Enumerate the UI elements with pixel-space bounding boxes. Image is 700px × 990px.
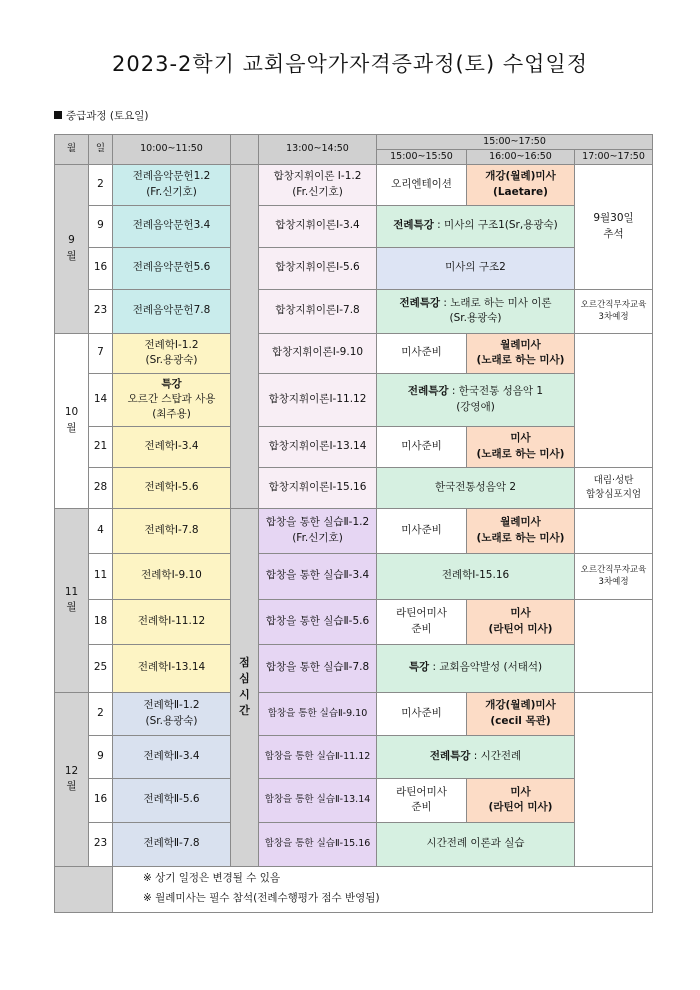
- note-organ-training: 오르간직무자교육 3차예정: [575, 553, 653, 599]
- table-row: [55, 553, 653, 599]
- pm-class: 합창지휘이론Ⅰ-7.8: [259, 289, 377, 333]
- late-class-2: 월례미사 (노래로 하는 미사): [467, 333, 575, 373]
- am-class: 전례학Ⅰ-11.12: [113, 599, 231, 644]
- late-class-1: 미사준비: [377, 692, 467, 735]
- table-row: [55, 373, 653, 426]
- pm-class: 합창을 통한 실습Ⅱ-1.2 (Fr.신기호): [259, 508, 377, 553]
- pm-class: 합창지휘이론Ⅰ-15.16: [259, 467, 377, 508]
- day-cell: 28: [89, 467, 113, 508]
- pm-class: 합창을 통한 실습Ⅱ-7.8: [259, 644, 377, 692]
- table-row: [55, 426, 653, 467]
- page-title: 2023-2학기 교회음악가자격증과정(토) 수업일정: [112, 52, 588, 76]
- late-class-1: 오리엔테이션: [377, 164, 467, 205]
- note-empty: [575, 508, 653, 553]
- am-class: 전례음악문헌7.8: [113, 289, 231, 333]
- header-slot-1: 10:00~11:50: [113, 135, 231, 165]
- late-class-2: 개강(월례)미사 (Laetare): [467, 164, 575, 205]
- table-row: [55, 735, 653, 778]
- note-empty: [575, 692, 653, 866]
- late-class-wide: 전례특강 : 시간전례: [377, 735, 575, 778]
- late-class-2: 미사 (노래로 하는 미사): [467, 426, 575, 467]
- notes-row: [55, 866, 653, 912]
- day-cell: 9: [89, 205, 113, 247]
- late-class-1: 미사준비: [377, 333, 467, 373]
- notes-label-cell: [55, 866, 113, 912]
- late-class-wide: 전례특강 : 미사의 구조1(Sr,용광숙): [377, 205, 575, 247]
- pm-class: 합창을 통한 실습Ⅱ-3.4: [259, 553, 377, 599]
- pm-class: 합창지휘이론Ⅰ-3.4: [259, 205, 377, 247]
- late-class-2: 개강(월례)미사 (cecil 목관): [467, 692, 575, 735]
- day-cell: 23: [89, 822, 113, 866]
- pm-class: 합창지휘이론 Ⅰ-1.2 (Fr.신기호): [259, 164, 377, 205]
- pm-class: 합창을 통한 실습Ⅱ-15.16: [259, 822, 377, 866]
- am-class: 전례학Ⅰ-9.10: [113, 553, 231, 599]
- table-row: [55, 247, 653, 289]
- am-class: 전례학Ⅱ-1.2 (Sr.용광숙): [113, 692, 231, 735]
- table-row: [55, 333, 653, 373]
- pm-class: 합창지휘이론Ⅰ-5.6: [259, 247, 377, 289]
- header-month: 월: [55, 135, 89, 165]
- section-subtitle: [54, 108, 149, 123]
- late-class-wide: 특강 : 교회음악발성 (서태석): [377, 644, 575, 692]
- pm-class: 합창을 통한 실습Ⅱ-9.10: [259, 692, 377, 735]
- day-cell: 25: [89, 644, 113, 692]
- header-sub-1: 15:00~15:50: [377, 149, 467, 164]
- header-slot-3: 15:00~17:50: [377, 135, 653, 150]
- late-class-2: 월례미사 (노래로 하는 미사): [467, 508, 575, 553]
- day-cell: 16: [89, 247, 113, 289]
- table-row: [55, 508, 653, 553]
- am-class: 전례학Ⅰ-3.4: [113, 426, 231, 467]
- am-class: 전례학Ⅰ-7.8: [113, 508, 231, 553]
- header-sub-3: 17:00~17:50: [575, 149, 653, 164]
- day-cell: 2: [89, 164, 113, 205]
- day-cell: 23: [89, 289, 113, 333]
- am-class: 전례음악문헌5.6: [113, 247, 231, 289]
- header-slot-2: 13:00~14:50: [259, 135, 377, 165]
- pm-class: 합창지휘이론Ⅰ-13.14: [259, 426, 377, 467]
- late-class-wide: 전례특강 : 노래로 하는 미사 이론 (Sr.용광숙): [377, 289, 575, 333]
- day-cell: 7: [89, 333, 113, 373]
- late-class-2: 미사 (라틴어 미사): [467, 599, 575, 644]
- am-class: 전례학Ⅰ-1.2 (Sr.용광숙): [113, 333, 231, 373]
- late-class-wide: 전례특강 : 한국전통 성음악 1 (강영애): [377, 373, 575, 426]
- day-cell: 4: [89, 508, 113, 553]
- pm-class: 합창지휘이론Ⅰ-11.12: [259, 373, 377, 426]
- table-row: [55, 289, 653, 333]
- am-class: 전례학Ⅱ-7.8: [113, 822, 231, 866]
- late-class-wide: 한국전통성음악 2: [377, 467, 575, 508]
- notes-cell: ※ 상기 일정은 변경될 수 있음 ※ 월례미사는 필수 참석(전례수행평가 점수 반영됨): [113, 866, 653, 912]
- am-class: 전례음악문헌3.4: [113, 205, 231, 247]
- late-class-1: 라틴어미사 준비: [377, 778, 467, 822]
- day-cell: 9: [89, 735, 113, 778]
- table-row: [55, 205, 653, 247]
- day-cell: 18: [89, 599, 113, 644]
- late-class-1: 라틴어미사 준비: [377, 599, 467, 644]
- header-lunch: [231, 135, 259, 165]
- am-class: 특강 오르간 스탑과 사용 (최주용): [113, 373, 231, 426]
- late-class-wide: 시간전례 이론과 실습: [377, 822, 575, 866]
- day-cell: 14: [89, 373, 113, 426]
- pm-class: 합창을 통한 실습Ⅱ-5.6: [259, 599, 377, 644]
- am-class: 전례학Ⅱ-5.6: [113, 778, 231, 822]
- lunch-column-top: [231, 164, 259, 508]
- header-day: 일: [89, 135, 113, 165]
- note-symposium: 대림·성탄 합창심포지엄: [575, 467, 653, 508]
- table-row: [55, 599, 653, 644]
- day-cell: 21: [89, 426, 113, 467]
- pm-class: 합창을 통한 실습Ⅱ-11.12: [259, 735, 377, 778]
- table-row: [55, 822, 653, 866]
- am-class: 전례학Ⅰ-5.6: [113, 467, 231, 508]
- subtitle-text: 중급과정 (토요일): [66, 110, 149, 122]
- lunch-break-column: 점 심 시 간: [231, 508, 259, 866]
- note-organ-training: 오르간직무자교육 3차예정: [575, 289, 653, 333]
- day-cell: 2: [89, 692, 113, 735]
- pm-class: 합창지휘이론Ⅰ-9.10: [259, 333, 377, 373]
- pm-class: 합창을 통한 실습Ⅱ-13.14: [259, 778, 377, 822]
- table-row: [55, 692, 653, 735]
- late-class-wide: 미사의 구조2: [377, 247, 575, 289]
- note-empty: [575, 599, 653, 692]
- day-cell: 16: [89, 778, 113, 822]
- table-row: [55, 644, 653, 692]
- late-class-wide: 전례학Ⅰ-15.16: [377, 553, 575, 599]
- month-december: 12 월: [55, 692, 89, 866]
- header-sub-2: 16:00~16:50: [467, 149, 575, 164]
- month-november: 11 월: [55, 508, 89, 692]
- schedule-table: [54, 134, 653, 913]
- table-row: [55, 164, 653, 205]
- late-class-1: 미사준비: [377, 426, 467, 467]
- late-class-2: 미사 (라틴어 미사): [467, 778, 575, 822]
- month-september: 9 월: [55, 164, 89, 333]
- month-october: 10 월: [55, 333, 89, 508]
- note-chuseok: 9월30일 추석: [575, 164, 653, 289]
- table-row: [55, 467, 653, 508]
- day-cell: 11: [89, 553, 113, 599]
- table-row: [55, 778, 653, 822]
- late-class-1: 미사준비: [377, 508, 467, 553]
- am-class: 전례학Ⅰ-13.14: [113, 644, 231, 692]
- note-empty: [575, 333, 653, 467]
- am-class: 전례학Ⅱ-3.4: [113, 735, 231, 778]
- square-bullet-icon: [54, 111, 62, 119]
- am-class: 전례음악문헌1.2 (Fr.신기호): [113, 164, 231, 205]
